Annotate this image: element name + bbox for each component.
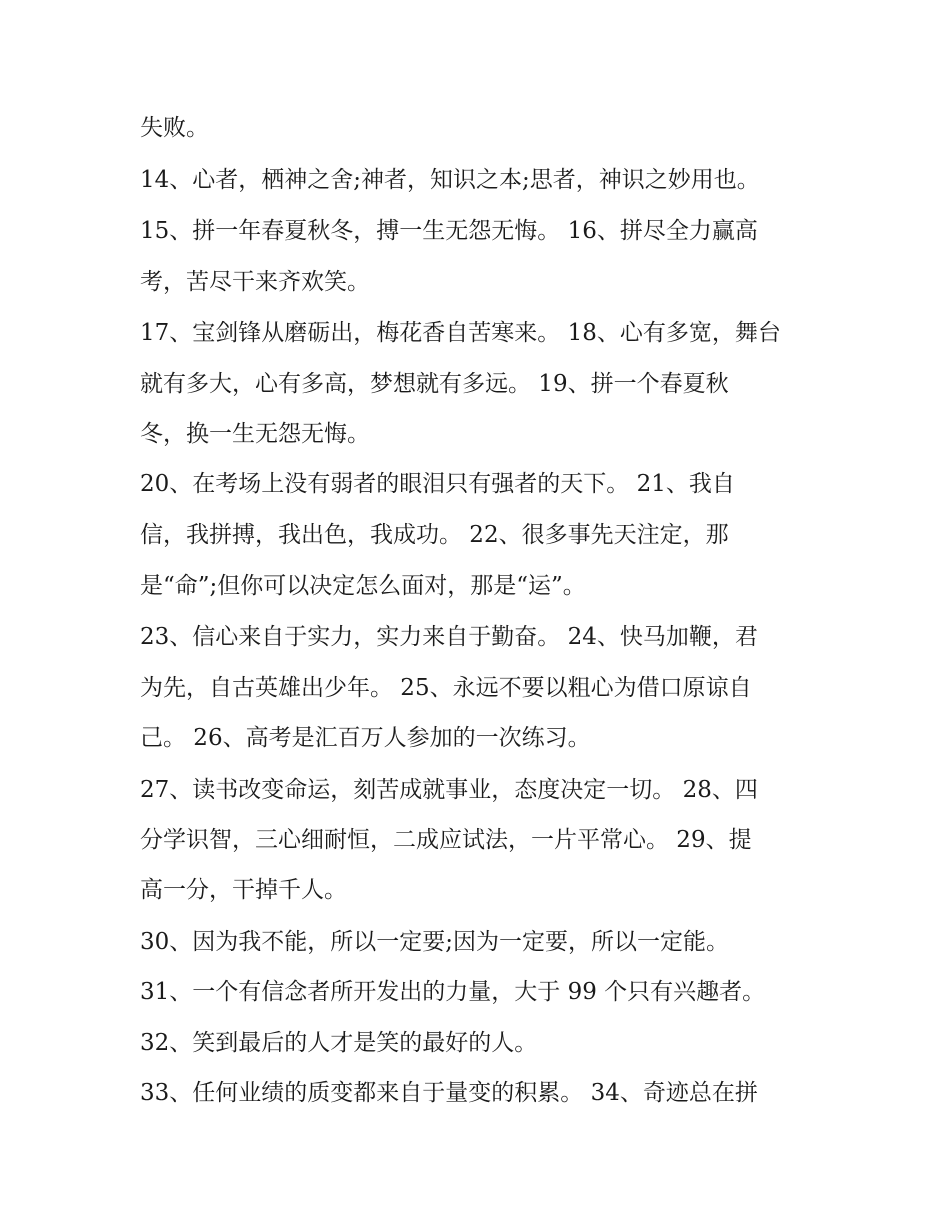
text-line: 27、读书改变命运，刻苦成就事业，态度决定一切。 28、四	[140, 777, 758, 803]
text-line: 高一分，干掉千人。	[140, 877, 347, 903]
text-line: 33、任何业绩的质变都来自于量变的积累。 34、奇迹总在拼	[140, 1080, 758, 1106]
text-line: 为先，自古英雄出少年。 25、永远不要以粗心为借口原谅自	[140, 675, 752, 701]
text-line: 己。 26、高考是汇百万人参加的一次练习。	[140, 725, 591, 751]
text-line: 17、宝剑锋从磨砺出，梅花香自苦寒来。 18、心有多宽，舞台	[140, 320, 781, 346]
text-line: 就有多大，心有多高，梦想就有多远。 19、拼一个春夏秋	[140, 371, 729, 397]
text-line: 是“命”;但你可以决定怎么面对，那是“运”。	[140, 573, 586, 599]
text-line: 30、因为我不能，所以一定要;因为一定要，所以一定能。	[140, 929, 730, 955]
text-line: 14、心者，栖神之舍;神者，知识之本;思者，神识之妙用也。	[140, 167, 760, 193]
text-line: 分学识智，三心细耐恒，二成应试法，一片平常心。 29、提	[140, 827, 752, 853]
text-line: 23、信心来自于实力，实力来自于勤奋。 24、快马加鞭，君	[140, 624, 758, 650]
text-line: 31、一个有信念者所开发出的力量，大于 99 个只有兴趣者。	[140, 979, 766, 1005]
text-line: 冬，换一生无怨无悔。	[140, 421, 370, 447]
text-line: 15、拼一年春夏秋冬，搏一生无怨无悔。 16、拼尽全力赢高	[140, 218, 758, 244]
text-line: 信，我拼搏，我出色，我成功。 22、很多事先天注定，那	[140, 522, 729, 548]
text-line: 32、笑到最后的人才是笑的最好的人。	[140, 1030, 538, 1056]
text-line: 考，苦尽干来齐欢笑。	[140, 269, 370, 295]
text-line: 失败。	[140, 115, 209, 141]
text-line: 20、在考场上没有弱者的眼泪只有强者的天下。 21、我自	[140, 471, 735, 497]
